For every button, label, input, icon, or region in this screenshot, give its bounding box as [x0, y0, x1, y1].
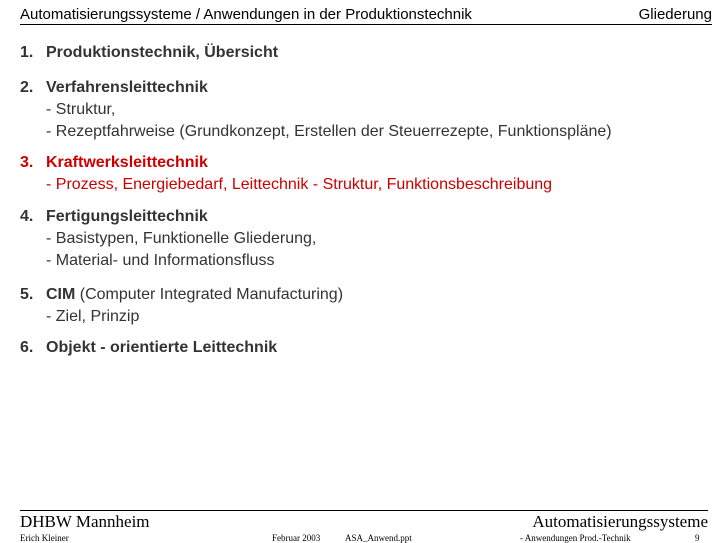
item-title: Verfahrensleittechnik: [46, 79, 208, 96]
item-title-suffix: (Computer Integrated Manufacturing): [75, 286, 344, 303]
footer-page-number: 9: [695, 533, 700, 543]
item-number: 4.: [20, 208, 34, 225]
footer-course: Automatisierungssysteme: [532, 512, 708, 531]
footer-filename: ASA_Anwend.ppt: [345, 533, 412, 543]
outline-item-1: [20, 42, 278, 64]
item-number: 2.: [20, 79, 34, 96]
item-title: Fertigungsleittechnik: [46, 208, 208, 225]
item-number: 5.: [20, 286, 34, 303]
item-subline: - Material- und Informationsfluss: [46, 252, 275, 269]
footer-divider: [20, 510, 708, 511]
item-number: 6.: [20, 339, 34, 356]
outline-item-4: [20, 206, 316, 272]
footer-date: Februar 2003: [272, 533, 321, 543]
item-subline: - Basistypen, Funktionelle Gliederung,: [46, 230, 317, 247]
item-title: Kraftwerksleittechnik: [46, 154, 208, 171]
header-section: Gliederung: [638, 6, 712, 23]
outline-item-6: [20, 337, 277, 359]
item-title: Objekt - orientierte Leittechnik: [46, 339, 278, 356]
footer-author: Erich Kleiner: [20, 533, 69, 543]
item-number: 3.: [20, 154, 34, 171]
item-subline: - Ziel, Prinzip: [46, 308, 140, 325]
header-title: Automatisierungssysteme / Anwendungen in der Produktionstechnik: [20, 6, 472, 23]
item-subline: - Rezeptfahrweise (Grundkonzept, Erstellen der Steuerrezepte, Funktionspläne): [46, 123, 612, 140]
footer-institution: DHBW Mannheim: [20, 512, 150, 531]
item-title: Produktionstechnik, Übersicht: [46, 44, 279, 61]
outline-item-5: [20, 284, 343, 328]
outline-item-3-current: [20, 152, 552, 196]
item-subline: - Prozess, Energiebedarf, Leittechnik - Struktur, Funktionsbeschreibung: [46, 176, 553, 193]
outline-item-2: [20, 77, 612, 143]
footer-subtitle: - Anwendungen Prod.-Technik: [520, 533, 631, 543]
item-subline: - Struktur,: [46, 101, 116, 118]
item-title: CIM: [46, 286, 76, 303]
slide-header: [20, 2, 712, 25]
item-number: 1.: [20, 44, 34, 61]
